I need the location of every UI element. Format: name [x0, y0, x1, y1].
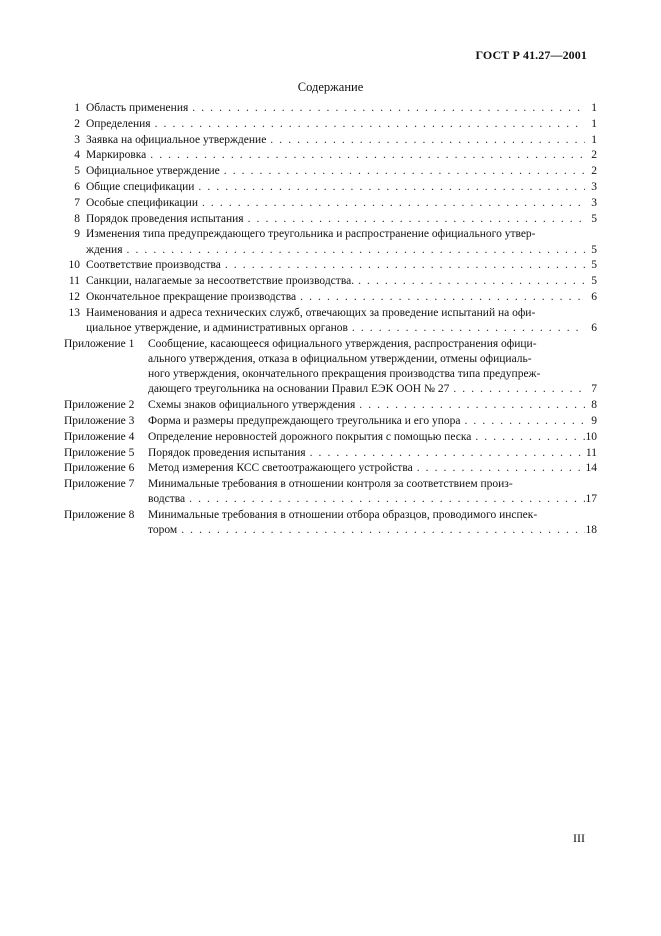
section-number: 1: [74, 102, 80, 114]
toc-entry-title-line: Санкции, налагаемые за несоответствие производства.: [86, 275, 355, 288]
toc-entry-body: [86, 196, 597, 211]
toc-entry-body: [86, 117, 597, 132]
appendix-label: Приложение 5: [64, 446, 135, 459]
toc-appendix-entry: [64, 398, 597, 413]
dot-leader: [194, 180, 585, 195]
toc-entry-body: [86, 180, 597, 195]
section-number: 3: [74, 133, 80, 146]
section-number: 9: [74, 228, 80, 241]
toc-appendix-entry: [64, 430, 597, 445]
dot-leader: [244, 212, 585, 227]
toc-entry-last-line: [86, 148, 597, 163]
toc-entry-title-line: Особые спецификации: [86, 196, 198, 209]
toc-entry-body: [86, 212, 597, 227]
dot-leader: [348, 321, 585, 336]
toc-entry-body: [148, 461, 597, 476]
toc-appendix-entry: [64, 446, 597, 461]
toc-entry-title-line: тором: [148, 524, 178, 537]
toc-entry-page: 7: [591, 383, 597, 396]
toc-entry-page: 1: [591, 133, 597, 146]
toc-entry: [64, 101, 597, 116]
dot-leader: [413, 461, 585, 476]
appendix-label: Приложение 4: [64, 430, 135, 443]
toc-entry-last-line: [86, 117, 597, 132]
toc-entry-page: 10: [585, 430, 597, 443]
section-number: 2: [74, 117, 80, 130]
toc-entry-title-line: Окончательное прекращение производства: [86, 290, 297, 303]
toc-entry-title-line: Минимальные требования в отношении отбора образцов, проводимого инспек-: [148, 509, 538, 522]
toc-entry: [64, 258, 597, 273]
toc-entry-body: [86, 148, 597, 163]
toc-entry-page: 5: [591, 275, 597, 288]
toc-entry-title-line: Сообщение, касающееся официального утверждения, распространения офици-: [148, 337, 537, 350]
document-code: ГОСТ Р 41.27—2001: [475, 48, 587, 62]
toc-entry-body: [86, 133, 597, 148]
toc-entry-last-line: [148, 492, 597, 507]
toc-entry-body: [148, 477, 597, 507]
toc-entry: [64, 196, 597, 211]
toc-entry-body: [148, 337, 597, 398]
section-number: 13: [68, 306, 80, 319]
section-number: 8: [74, 212, 80, 225]
dot-leader: [188, 101, 585, 116]
appendix-label: Приложение 8: [64, 509, 135, 522]
toc-entry-page: 5: [591, 243, 597, 256]
section-number: 10: [68, 259, 80, 272]
dot-leader: [266, 133, 585, 148]
toc-entry-title-line: дающего треугольника на основании Правил ЕЭК ООН № 27: [148, 383, 450, 396]
appendix-label: Приложение 1: [64, 337, 135, 350]
toc-entry-page: 3: [591, 196, 597, 209]
toc-entry-page: 1: [591, 102, 597, 114]
toc-entry-title-line: Форма и размеры предупреждающего треугольника и его упора: [148, 414, 461, 427]
toc-entry-page: 6: [591, 321, 597, 334]
toc-entry-title-line: Схемы знаков официального утверждения: [148, 399, 356, 412]
section-number: 12: [68, 290, 80, 303]
toc-entry-title-line: Область применения: [86, 102, 189, 114]
dot-leader: [177, 523, 585, 538]
toc-entry-last-line: [148, 430, 597, 445]
appendix-label: Приложение 6: [64, 462, 135, 475]
toc-entry-last-line: [86, 321, 597, 336]
dot-leader: [151, 117, 585, 132]
toc-entry-body: [148, 430, 597, 445]
toc-entry-title-line: Изменения типа предупреждающего треугольника и распространение официального утвер-: [86, 228, 536, 241]
section-number: 4: [74, 149, 80, 162]
toc-entry-page: 1: [591, 117, 597, 130]
toc-entry: [64, 227, 597, 257]
page-number: III: [573, 831, 585, 845]
toc-entry-title-line: Порядок проведения испытания: [86, 212, 244, 225]
toc-entry-title-line: Заявка на официальное утверждение: [86, 133, 267, 146]
toc-appendix-entry: [64, 337, 597, 398]
toc-entry: [64, 212, 597, 227]
toc-entry-title-line: ального утверждения, отказа в официальном утверждении, отмены официаль-: [148, 352, 532, 365]
toc-entry-last-line: [148, 523, 597, 538]
dot-leader: [306, 446, 585, 461]
dot-leader: [220, 164, 585, 179]
toc-entry-title-line: Официальное утверждение: [86, 165, 220, 178]
toc-entry-title-line: Порядок проведения испытания: [148, 446, 306, 459]
toc-entry-body: [148, 446, 597, 461]
toc-entry-title-line: Метод измерения КСС светоотражающего устройства: [148, 462, 413, 475]
dot-leader: [296, 290, 585, 305]
toc-entry-page: 18: [585, 524, 597, 537]
toc-appendix-entry: [64, 477, 597, 507]
dot-leader: [185, 492, 585, 507]
toc-entry-body: [86, 290, 597, 305]
toc-entry-last-line: [86, 180, 597, 195]
toc-entry-last-line: [148, 398, 597, 413]
appendix-label: Приложение 3: [64, 414, 135, 427]
toc-entry: [64, 148, 597, 163]
toc-entry-title-line: Соответствие производства: [86, 259, 221, 272]
toc-entry-page: 3: [591, 180, 597, 193]
toc-entry-page: 2: [591, 149, 597, 162]
toc-entry-last-line: [86, 274, 597, 289]
appendix-label: Приложение 7: [64, 478, 135, 491]
toc-entry-body: [86, 274, 597, 289]
toc-entry-last-line: [86, 258, 597, 273]
toc-entry: [64, 164, 597, 179]
appendix-label: Приложение 2: [64, 399, 135, 412]
toc-entry-title-line: циальное утверждение, и административных органов: [86, 321, 348, 334]
toc-entry-last-line: [86, 133, 597, 148]
toc-entry-title-line: Общие спецификации: [86, 180, 195, 193]
toc-entry-last-line: [86, 196, 597, 211]
toc-entry-last-line: [148, 414, 597, 429]
toc-entry: [64, 133, 597, 148]
toc-entry-page: 5: [591, 259, 597, 272]
toc-entry-title-line: Наименования и адреса технических служб, отвечающих за проведение испытаний на офи-: [86, 306, 536, 319]
toc-entry-title-line: водства: [148, 493, 186, 506]
toc-entry-body: [148, 508, 597, 538]
dot-leader: [354, 274, 585, 289]
section-number: 11: [68, 275, 80, 288]
toc-entry: [64, 117, 597, 132]
dot-leader: [146, 148, 585, 163]
toc-appendix-entry: [64, 461, 597, 476]
toc-entry: [64, 306, 597, 336]
toc-entry-page: 5: [591, 212, 597, 225]
toc-entry-page: 11: [585, 446, 597, 459]
toc-entry-body: [148, 414, 597, 429]
page-title: Содержание: [297, 80, 364, 94]
toc-entry-last-line: [86, 164, 597, 179]
toc-entry-body: [86, 306, 597, 336]
toc-entry-body: [86, 227, 597, 257]
toc-entry: [64, 180, 597, 195]
toc-entry-body: [148, 398, 597, 413]
toc-entry-title-line: Минимальные требования в отношении контроля за соответствием произ-: [148, 478, 513, 491]
toc-appendix-entry: [64, 508, 597, 538]
toc-entry-title-line: ждения: [86, 243, 123, 256]
dot-leader: [471, 430, 585, 445]
section-number: 7: [74, 196, 80, 209]
toc-entry-title-line: Маркировка: [86, 149, 147, 162]
toc-entry-last-line: [86, 243, 597, 258]
dot-leader: [221, 258, 585, 273]
toc-entry-title-line: Определения: [86, 117, 151, 130]
dot-leader: [123, 243, 586, 258]
dot-leader: [449, 382, 585, 397]
toc-entry-last-line: [148, 382, 597, 397]
toc-appendix-entry: [64, 414, 597, 429]
toc-entry-title-line: Определение неровностей дорожного покрытия с помощью песка: [148, 430, 472, 443]
dot-leader: [355, 398, 585, 413]
section-number: 6: [74, 180, 80, 193]
toc-entry-page: 17: [585, 493, 597, 506]
dot-leader: [198, 196, 585, 211]
toc-entry-page: 8: [591, 399, 597, 412]
toc-entry-page: 9: [591, 414, 597, 427]
toc-entry-body: [86, 164, 597, 179]
toc-entry: [64, 274, 597, 289]
toc-entry-body: [86, 258, 597, 273]
dot-leader: [460, 414, 585, 429]
toc-entry-last-line: [86, 212, 597, 227]
toc-entry-page: 6: [591, 290, 597, 303]
toc-entry-last-line: [148, 446, 597, 461]
toc-entry-last-line: [86, 290, 597, 305]
toc-entry-page: 14: [585, 462, 597, 475]
toc-entry: [64, 290, 597, 305]
toc-entry-last-line: [86, 101, 597, 116]
table-of-contents: [64, 101, 597, 539]
toc-entry-page: 2: [591, 165, 597, 178]
section-number: 5: [74, 165, 80, 178]
toc-entry-title-line: ного утверждения, окончательного прекращения производства типа предупреж-: [148, 368, 541, 381]
toc-entry-last-line: [148, 461, 597, 476]
toc-entry-body: [86, 101, 597, 116]
